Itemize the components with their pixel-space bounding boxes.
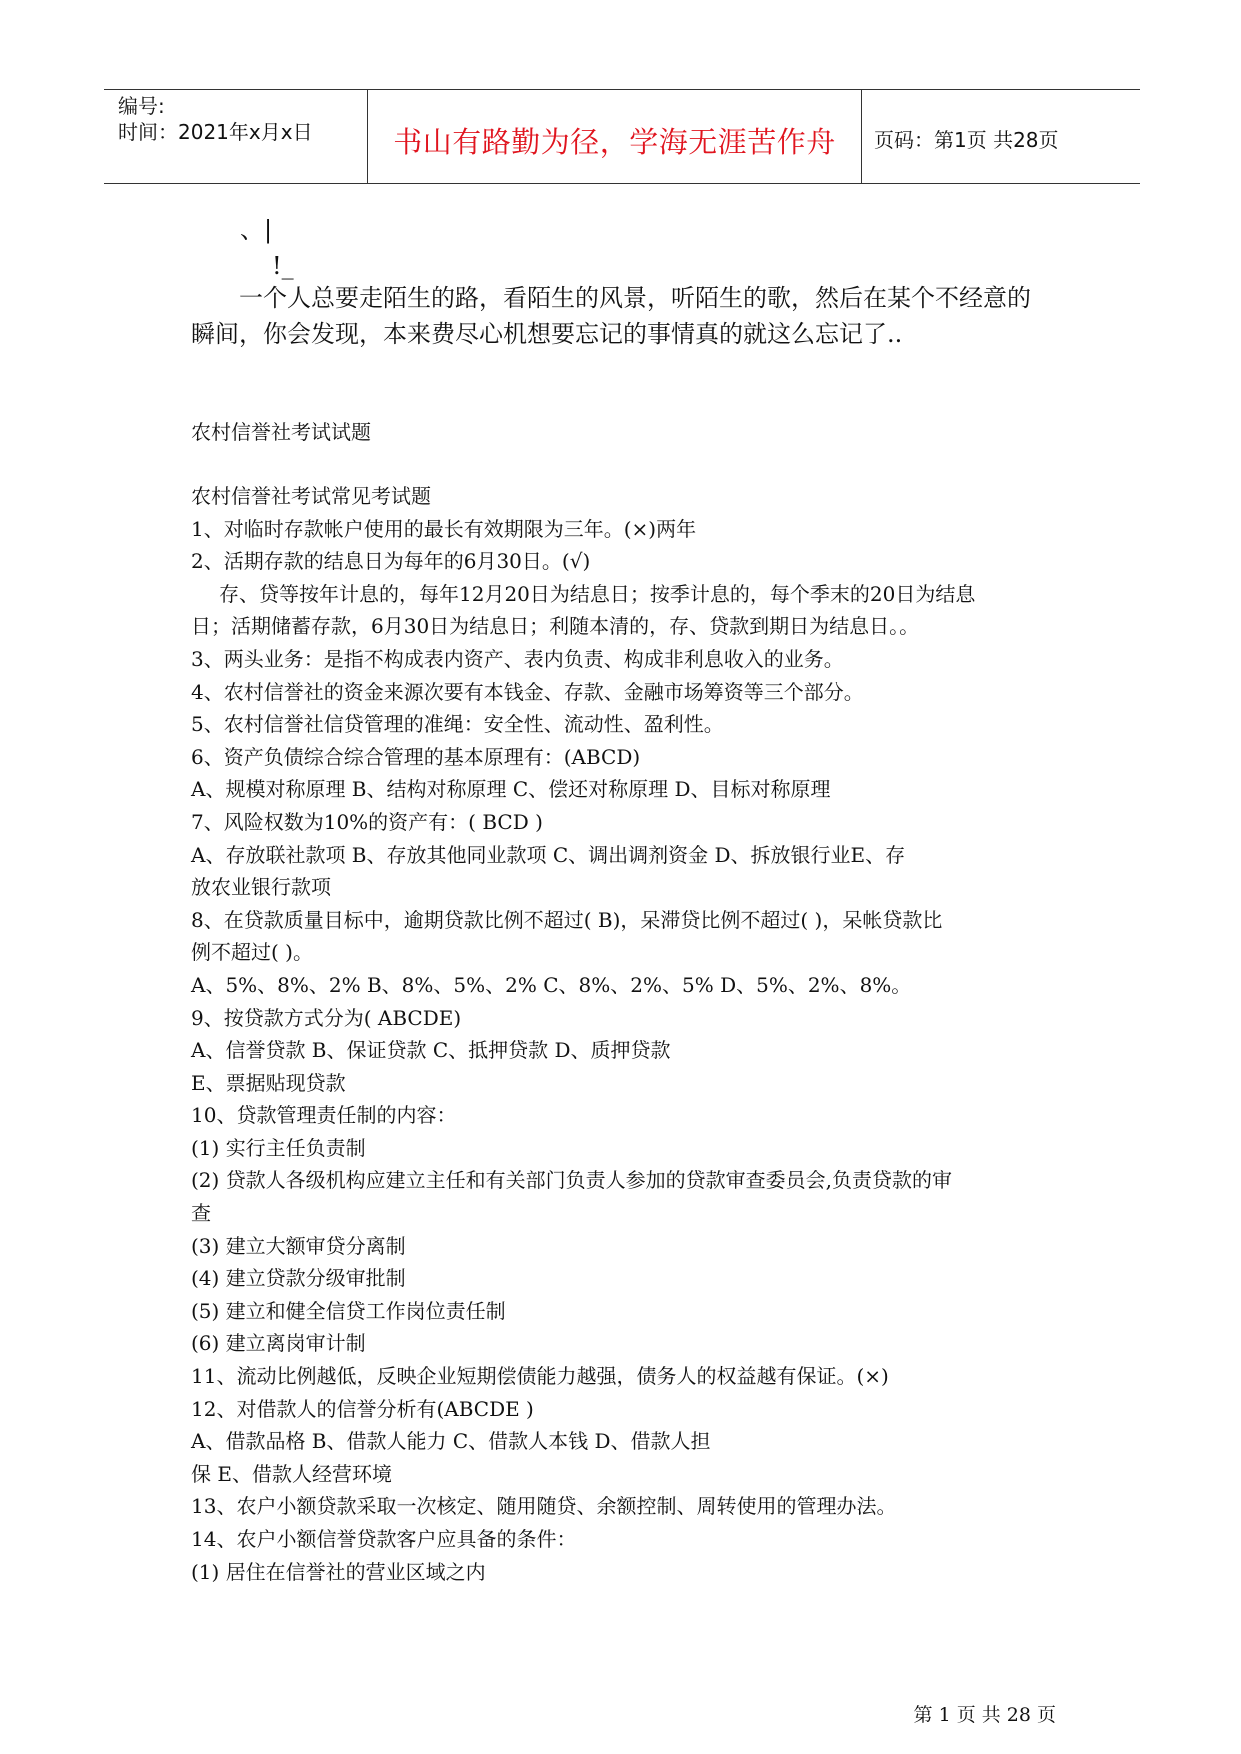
text-line: 12、对借款人的信誉分析有(ABCDE ) (191, 1396, 534, 1421)
intro-line-2: 瞬间，你会发现，本来费尽心机想要忘记的事情真的就这么忘记了.. (191, 320, 903, 348)
header-right-cell (862, 90, 1140, 183)
text-line: E、票据贴现贷款 (191, 1070, 346, 1095)
intro-line-1: 一个人总要走陌生的路，看陌生的风景，听陌生的歌，然后在某个不经意的 (239, 284, 1031, 312)
text-line: 7、风险权数为10%的资产有：( BCD ) (191, 809, 543, 834)
text-line: 日；活期储蓄存款，6月30日为结息日；利随本清的，存、贷款到期日为结息日。。 (191, 614, 920, 639)
question-list (191, 480, 1061, 1588)
page-code: 页码：第1页 共28页 (874, 128, 1059, 152)
mark-line-1: 、| (240, 216, 273, 244)
text-line: (5) 建立和健全信贷工作岗位责任制 (191, 1298, 506, 1323)
doc-title: 农村信誉社考试试题 (191, 420, 371, 444)
text-line: 9、按贷款方式分为( ABCDE) (191, 1005, 462, 1030)
text-line: 14、农户小额信誉贷款客户应具备的条件： (191, 1527, 577, 1551)
text-line: 农村信誉社考试常见考试题 (191, 484, 431, 508)
text-line: A、5%、8%、2% B、8%、5%、2% C、8%、2%、5% D、5%、2%、8%。 (191, 972, 912, 997)
stray-marks (240, 212, 294, 284)
text-line: (4) 建立贷款分级审批制 (191, 1266, 406, 1291)
text-line: (2) 贷款人各级机构应建立主任和有关部门负责人参加的贷款审查委员会,负责贷款的审 (191, 1168, 953, 1193)
text-line: 2、活期存款的结息日为每年的6月30日。(√) (191, 549, 591, 574)
text-line: 1、对临时存款帐户使用的最长有效期限为三年。(×)两年 (191, 516, 697, 541)
text-line: 4、农村信誉社的资金来源次要有本钱金、存款、金融市场筹资等三个部分。 (191, 679, 864, 704)
text-line: 13、农户小额贷款采取一次核定、随用随贷、余额控制、周转使用的管理办法。 (191, 1494, 897, 1519)
text-line: A、存放联社款项 B、存放其他同业款项 C、调出调剂资金 D、拆放银行业E、存 (191, 842, 906, 867)
text-line: 保 E、借款人经营环境 (191, 1461, 392, 1486)
text-line: A、借款品格 B、借款人能力 C、借款人本钱 D、借款人担 (191, 1429, 711, 1454)
text-line: 3、两头业务：是指不构成表内资产、表内负责、构成非利息收入的业务。 (191, 646, 844, 671)
text-line: (6) 建立离岗审计制 (191, 1331, 366, 1356)
text-line: 存、贷等按年计息的，每年12月20日为结息日；按季计息的，每个季末的20日为结息 (219, 581, 976, 606)
text-line: 11、流动比例越低，反映企业短期偿债能力越强，债务人的权益越有保证。(×) (191, 1364, 889, 1389)
header-center-cell (368, 90, 862, 183)
text-line: 10、贷款管理责任制的内容： (191, 1103, 457, 1128)
text-line: 例不超过( )。 (191, 940, 313, 965)
text-line: 8、在贷款质量目标中，逾期贷款比例不超过( B)，呆滞贷比例不超过( )，呆帐贷款比 (191, 907, 943, 932)
text-line: 放农业银行款项 (191, 875, 331, 900)
text-line: 6、资产负债综合综合管理的基本原理有：(ABCD) (191, 744, 641, 769)
mark-line-2: !_ (272, 252, 294, 280)
text-line: 查 (191, 1201, 211, 1226)
intro-paragraph (191, 280, 1061, 352)
document-header (104, 89, 1140, 184)
page-footer: 第 1 页 共 28 页 (913, 1704, 1056, 1726)
time-label: 时间：2021年x月x日 (118, 120, 313, 144)
header-left-cell (104, 90, 368, 183)
text-line: 5、农村信誉社信贷管理的准绳：安全性、流动性、盈利性。 (191, 712, 724, 737)
motto: 书山有路勤为径，学海无涯苦作舟 (393, 125, 836, 159)
text-line: A、规模对称原理 B、结构对称原理 C、偿还对称原理 D、目标对称原理 (191, 777, 831, 802)
number-label: 编号: (118, 94, 165, 118)
text-line: (3) 建立大额审贷分离制 (191, 1233, 406, 1258)
text-line: A、信誉贷款 B、保证贷款 C、抵押贷款 D、质押贷款 (191, 1038, 671, 1063)
text-line: (1) 居住在信誉社的营业区域之内 (191, 1559, 486, 1584)
text-line: (1) 实行主任负责制 (191, 1135, 366, 1160)
